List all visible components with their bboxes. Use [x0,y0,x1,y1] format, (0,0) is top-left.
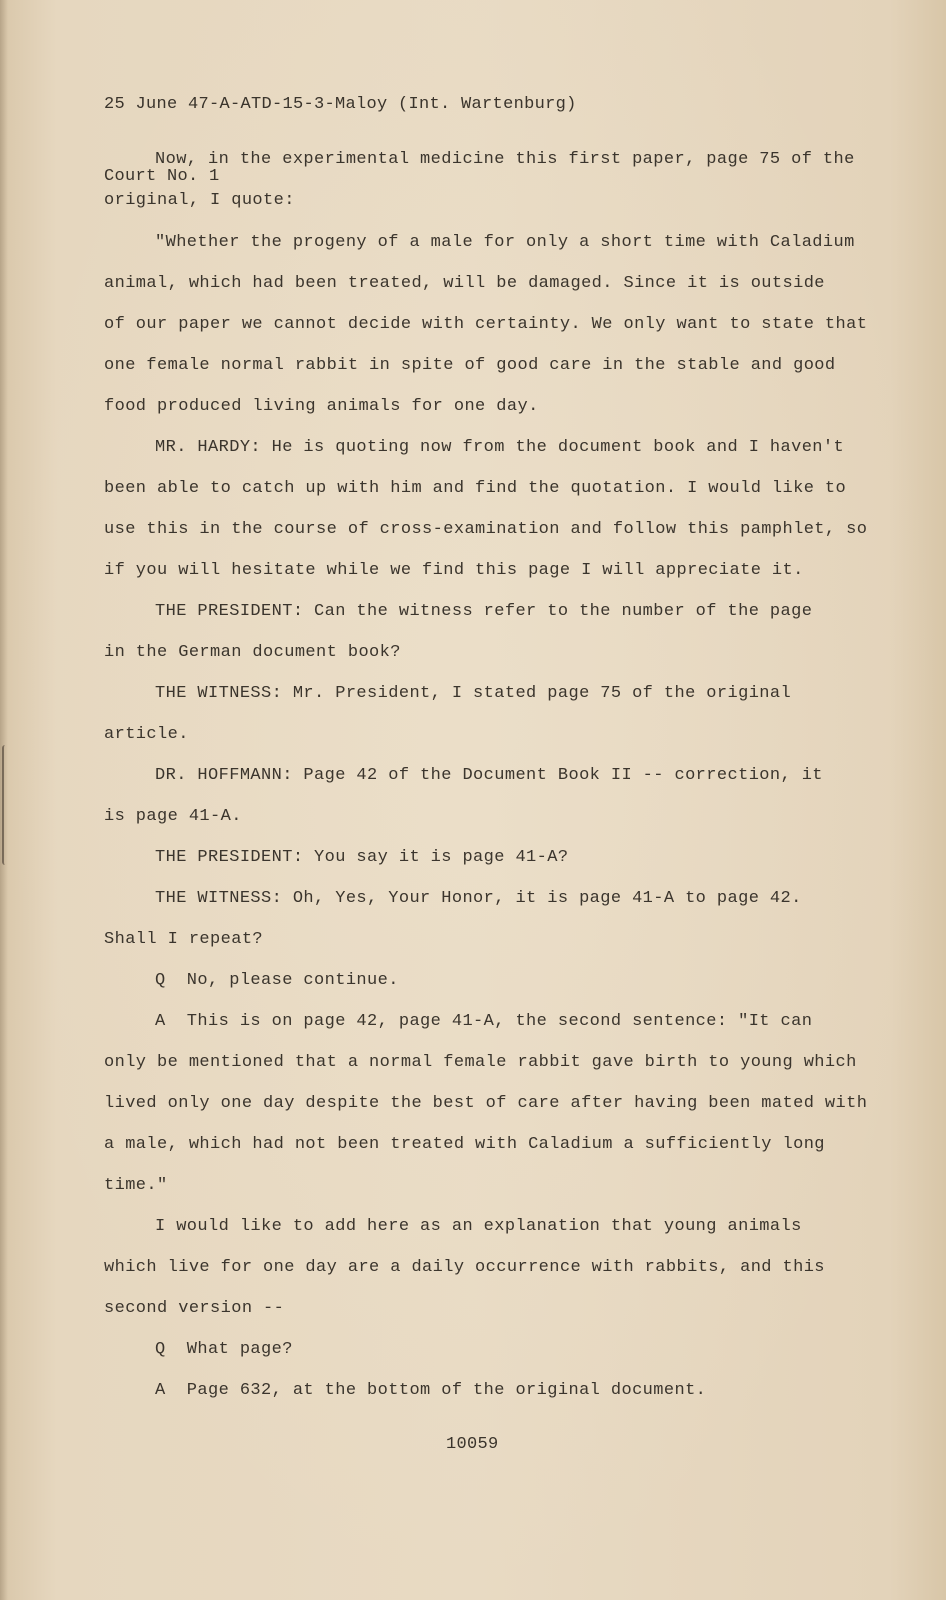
text-line: article. [104,725,189,744]
text-line: A This is on page 42, page 41-A, the second sentence: "It can [155,1012,813,1031]
text-line: of our paper we cannot decide with certainty. We only want to state that [104,315,868,334]
text-line: only be mentioned that a normal female rabbit gave birth to young which [104,1053,857,1072]
text-line: THE PRESIDENT: You say it is page 41-A? [155,848,569,867]
text-line: THE PRESIDENT: Can the witness refer to the number of the page [155,602,813,621]
text-line: been able to catch up with him and find the quotation. I would like to [104,479,847,498]
text-line: "Whether the progeny of a male for only a short time with Caladium [155,233,855,252]
text-line: Now, in the experimental medicine this first paper, page 75 of the [155,150,855,169]
page-number: 10059 [446,1435,499,1454]
header-line-2: Court No. 1 [104,167,220,186]
text-line: THE WITNESS: Oh, Yes, Your Honor, it is page 41-A to page 42. [155,889,802,908]
text-line: Q What page? [155,1340,293,1359]
text-line: use this in the course of cross-examination and follow this pamphlet, so [104,520,868,539]
text-line: second version -- [104,1299,285,1318]
text-line: is page 41-A. [104,807,242,826]
header-line-1: 25 June 47-A-ATD-15-3-Maloy (Int. Wartenburg) [104,95,577,114]
text-line: Shall I repeat? [104,930,264,949]
text-line: lived only one day despite the best of care after having been mated with [104,1094,868,1113]
text-line: animal, which had been treated, will be damaged. Since it is outside [104,274,825,293]
text-line: one female normal rabbit in spite of good care in the stable and good [104,356,836,375]
binding-mark [2,745,10,865]
text-line: THE WITNESS: Mr. President, I stated page 75 of the original [155,684,792,703]
text-line: in the German document book? [104,643,401,662]
text-line: a male, which had not been treated with Caladium a sufficiently long [104,1135,825,1154]
text-line: I would like to add here as an explanation that young animals [155,1217,802,1236]
text-line: original, I quote: [104,191,295,210]
text-line: MR. HARDY: He is quoting now from the document book and I haven't [155,438,845,457]
text-line: A Page 632, at the bottom of the original document. [155,1381,707,1400]
text-line: time." [104,1176,168,1195]
text-line: DR. HOFFMANN: Page 42 of the Document Book II -- correction, it [155,766,823,785]
text-line: if you will hesitate while we find this page I will appreciate it. [104,561,804,580]
text-line: food produced living animals for one day. [104,397,539,416]
text-line: Q No, please continue. [155,971,399,990]
text-line: which live for one day are a daily occurrence with rabbits, and this [104,1258,825,1277]
